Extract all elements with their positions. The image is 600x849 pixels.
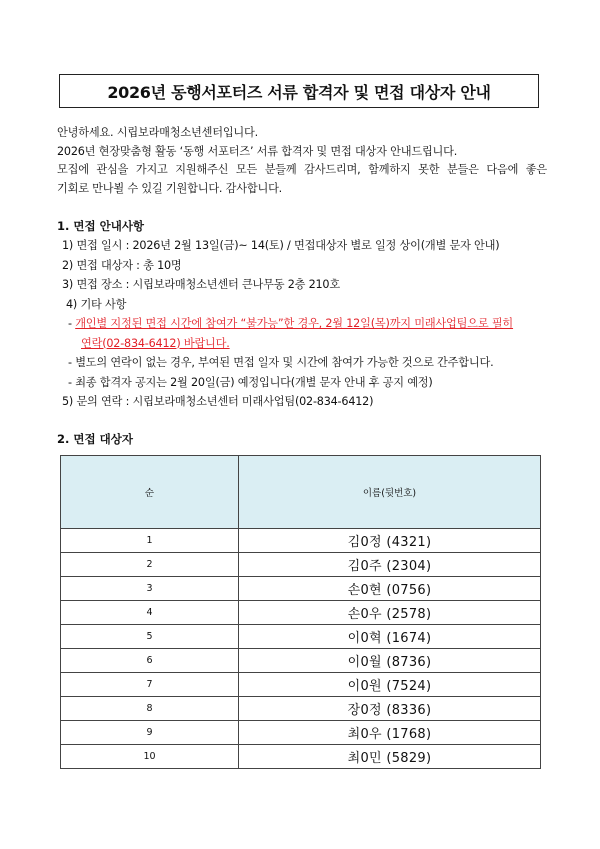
title-box xyxy=(59,74,539,108)
table-row xyxy=(61,649,541,673)
cell-name: 최0민 (5829) xyxy=(239,745,541,769)
dash-mark: - xyxy=(68,356,72,369)
cell-name: 이0혁 (1674) xyxy=(239,625,541,649)
notice-red-line1: 개인별 지정된 면접 시간에 참여가 “불가능”한 경우, 2월 12일(목)까지 미래사업팀으로 필히 xyxy=(75,317,514,330)
section1-title: 1. 면접 안내사항 xyxy=(57,219,145,233)
table-row xyxy=(61,745,541,769)
notice-red-line2: 연락(02-834-6412) 바랍니다. xyxy=(81,336,230,350)
info-item: 1) 면접 일시 : 2026년 2월 13일(금)~ 14(토) / 면접대상자 별로 일정 상이(개별 문자 안내) xyxy=(62,239,500,252)
page-title: 2026년 동행서포터즈 서류 합격자 및 면접 대상자 안내 xyxy=(107,82,491,102)
table-header-row xyxy=(61,456,541,529)
header-name: 이름(뒷번호) xyxy=(239,456,541,529)
cell-no: 6 xyxy=(61,649,239,673)
cell-no: 8 xyxy=(61,697,239,721)
notice-text: 별도의 연락이 없는 경우, 부여된 면접 일자 및 시간에 참여가 가능한 것으로 간주합니다. xyxy=(75,356,494,369)
table-row xyxy=(61,577,541,601)
intro-line: 2026년 현장맞춤형 활동 ‘동행 서포터즈’ 서류 합격자 및 면접 대상자 안내드립니다. xyxy=(57,144,458,158)
info-item: 5) 문의 연락 : 시립보라매청소년센터 미래사업팀(02-834-6412) xyxy=(62,395,374,408)
cell-no: 3 xyxy=(61,577,239,601)
dash-mark: - xyxy=(68,375,72,389)
info-item: 2) 면접 대상자 : 총 10명 xyxy=(62,258,182,272)
table-row xyxy=(61,673,541,697)
notice-text: 최종 합격자 공지는 2월 20일(금) 예정입니다(개별 문자 안내 후 공지 예정) xyxy=(75,375,433,389)
intro-line: 안녕하세요. 시립보라매청소년센터입니다. xyxy=(57,126,258,139)
notice-red-cont xyxy=(62,334,552,354)
cell-name: 장0정 (8336) xyxy=(239,697,541,721)
cell-name: 이0원 (7524) xyxy=(239,673,541,697)
interview-info-list xyxy=(62,236,552,412)
cell-name: 김0주 (2304) xyxy=(239,553,541,577)
intro-line: 모집에 관심을 가지고 지원해주신 모든 분들께 감사드리며, 함께하지 못한 분들은 다음에 좋은 xyxy=(57,163,547,176)
info-item: 3) 면접 장소 : 시립보라매청소년센터 큰나무동 2층 210호 xyxy=(62,278,340,291)
info-item: 4) 기타 사항 xyxy=(66,297,127,311)
table-row xyxy=(61,721,541,745)
table-row xyxy=(61,697,541,721)
cell-no: 4 xyxy=(61,601,239,625)
cell-no: 5 xyxy=(61,625,239,649)
cell-name: 김0정 (4321) xyxy=(239,529,541,553)
notice-item xyxy=(62,373,552,393)
dash-mark: - xyxy=(68,317,72,330)
section2-title: 2. 면접 대상자 xyxy=(57,432,133,446)
intro-paragraph xyxy=(57,124,547,198)
header-no: 순 xyxy=(61,456,239,529)
cell-name: 이0월 (8736) xyxy=(239,649,541,673)
table-row xyxy=(61,601,541,625)
candidates-table xyxy=(60,455,541,769)
notice-red xyxy=(62,314,552,334)
cell-no: 1 xyxy=(61,529,239,553)
intro-line: 기회로 만나뵐 수 있길 기원합니다. 감사합니다. xyxy=(57,181,283,195)
cell-name: 손0현 (0756) xyxy=(239,577,541,601)
cell-name: 손0우 (2578) xyxy=(239,601,541,625)
cell-no: 10 xyxy=(61,745,239,769)
notice-item xyxy=(62,353,552,373)
table-row xyxy=(61,553,541,577)
table-row xyxy=(61,529,541,553)
table-row xyxy=(61,625,541,649)
cell-no: 7 xyxy=(61,673,239,697)
cell-no: 2 xyxy=(61,553,239,577)
cell-no: 9 xyxy=(61,721,239,745)
cell-name: 최0우 (1768) xyxy=(239,721,541,745)
